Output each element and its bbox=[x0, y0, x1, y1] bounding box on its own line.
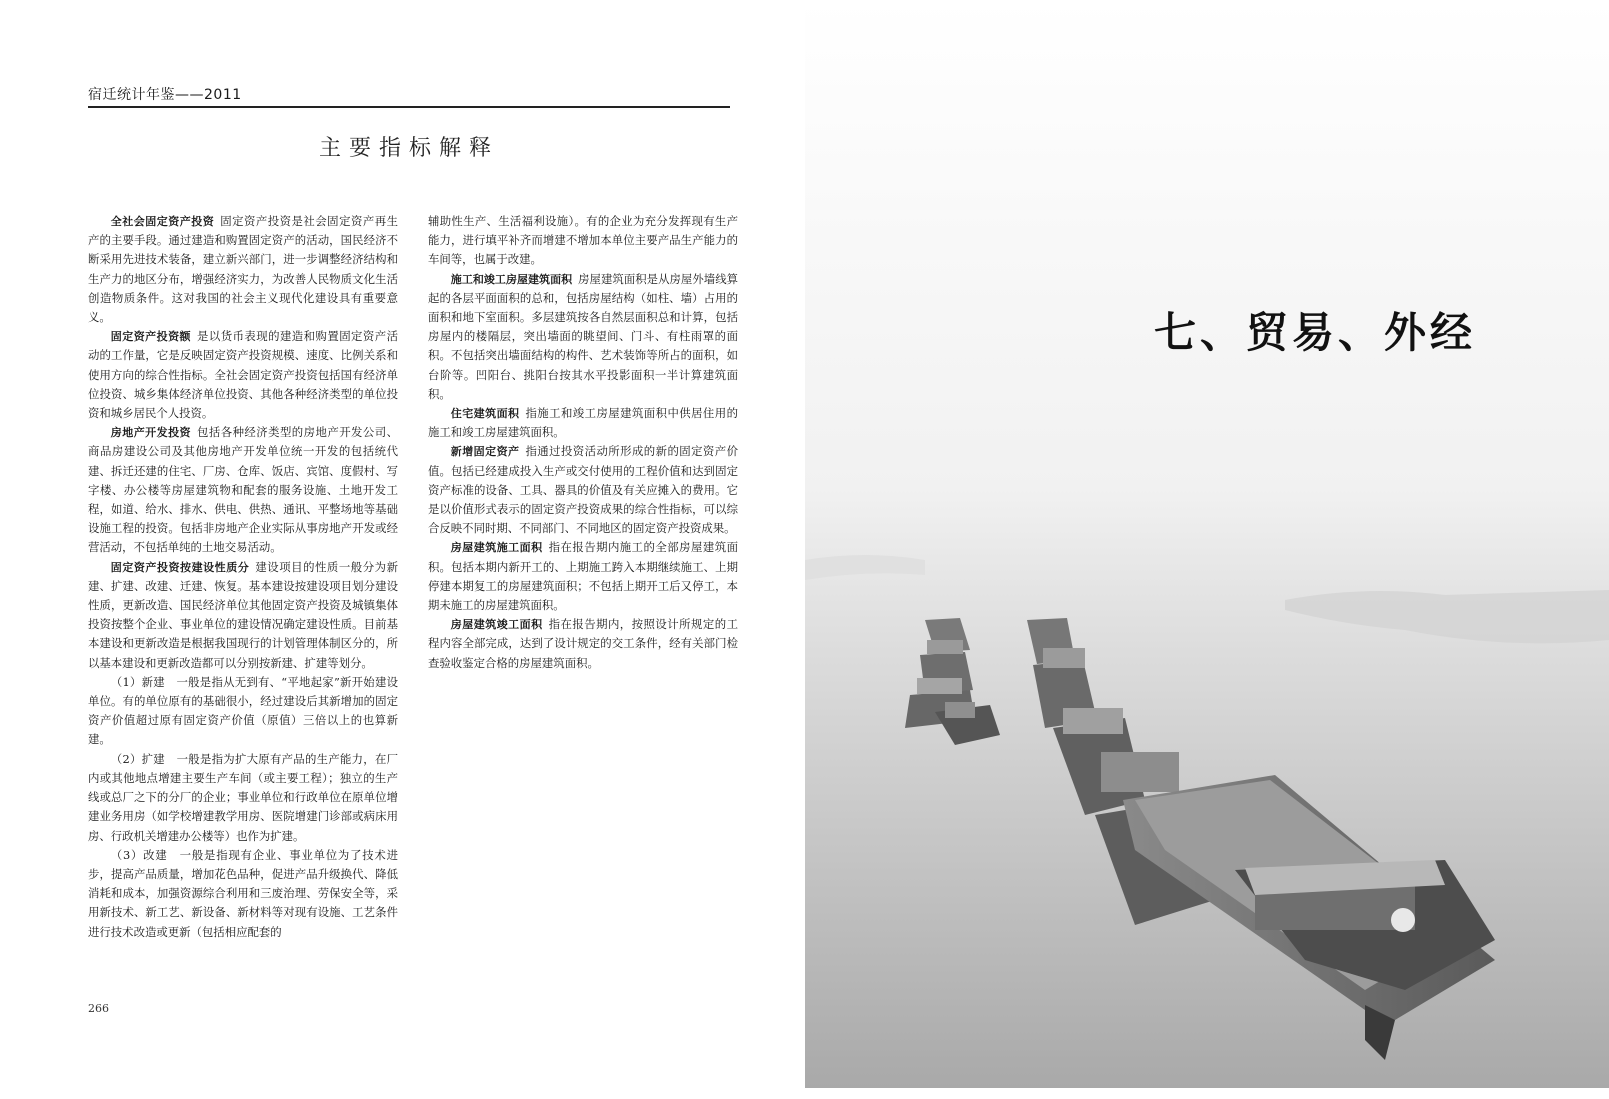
book-title: 宿迁统计年鉴——2011 bbox=[88, 87, 242, 103]
chapter-title: 七、贸易、外经 bbox=[1153, 308, 1476, 357]
barge-convoy-photo bbox=[805, 0, 1609, 1088]
left-column bbox=[88, 212, 398, 942]
book-header bbox=[88, 84, 730, 108]
definition-text: 辅助性生产、生活福利设施）。有的企业为充分发挥现有生产能力，进行填平补齐而增建不增加本单位主要产品生产能力的车间等，也属于改建。 bbox=[428, 214, 738, 267]
term-label: 施工和竣工房屋建筑面积 bbox=[450, 272, 573, 286]
definition-text: 指施工和竣工房屋建筑面积中供居住用的施工和竣工房屋建筑面积。 bbox=[428, 406, 738, 440]
paragraph bbox=[88, 750, 398, 846]
page-number: 266 bbox=[88, 1002, 109, 1015]
paragraph bbox=[428, 212, 738, 270]
definition-text: （2）扩建 一般是指为扩大原有产品的生产能力，在厂内或其他地点增建主要生产车间（或主要工程）；独立的生产线或总厂之下的分厂的企业；事业单位和行政单位在原单位增建业务用房（如学校增建教学用房、医院增建门诊部或病床用房、行政机关增建办公楼等）也作为扩建。 bbox=[88, 751, 398, 843]
definition-text: 建设项目的性质一般分为新建、扩建、改建、迁建、恢复。基本建设按建设项目划分建设性质，更新改造、国民经济单位其他固定资产投资及城镇集体投资按整个企业、事业单位的建设情况确定建设性质。目前基本建设和更新改造是根据我国现行的计划管理体制区分的，所以基本建设和更新改造都可以分别按新建、扩建等划分。 bbox=[88, 559, 398, 670]
term-label: 新增固定资产 bbox=[450, 445, 520, 459]
term-label: 房屋建筑施工面积 bbox=[450, 541, 543, 555]
term-label: 固定资产投资额 bbox=[110, 330, 192, 344]
paragraph bbox=[428, 538, 738, 615]
paragraph bbox=[88, 846, 398, 942]
paragraph bbox=[88, 423, 398, 557]
definition-text: 指在报告期内施工的全部房屋建筑面积。包括本期内新开工的、上期施工跨入本期继续施工、上期停建本期复工的房屋建筑面积；不包括上期开工后又停工，本期未施工的房屋建筑面积。 bbox=[428, 540, 738, 613]
term-label: 房屋建筑竣工面积 bbox=[450, 618, 543, 632]
river-barges-illustration bbox=[805, 0, 1609, 1088]
paragraph bbox=[428, 404, 738, 442]
right-column bbox=[428, 212, 738, 673]
definition-text: 包括各种经济类型的房地产开发公司、商品房建设公司及其他房地产开发单位统一开发的包括统代建、拆迁还建的住宅、厂房、仓库、饭店、宾馆、度假村、写字楼、办公楼等房屋建筑物和配套的服务设施、土地开发工程，如道、给水、排水、供电、供热、通讯、平整场地等基础设施工程的投资。包括非房地产企业实际从事房地产开发或经营活动，不包括单纯的土地交易活动。 bbox=[88, 425, 398, 555]
paragraph bbox=[88, 558, 398, 673]
definition-text: 固定资产投资是社会固定资产再生产的主要手段。通过建造和购置固定资产的活动，国民经济不断采用先进技术装备，建立新兴部门，进一步调整经济结构和生产力的地区分布，增强经济实力，为改善人民物质文化生活创造物质条件。这对我国的社会主义现代化建设具有重要意义。 bbox=[88, 214, 398, 325]
paragraph bbox=[428, 615, 738, 673]
term-label: 房地产开发投资 bbox=[110, 426, 192, 440]
paragraph bbox=[428, 442, 738, 538]
term-label: 住宅建筑面积 bbox=[450, 407, 520, 421]
paragraph bbox=[88, 673, 398, 750]
paragraph bbox=[88, 212, 398, 327]
definition-text: 房屋建筑面积是从房屋外墙线算起的各层平面面积的总和，包括房屋结构（如柱、墙）占用的面积和地下室面积。多层建筑按各自然层面积总和计算，包括房屋内的楼隔层，突出墙面的眺望间、门斗、有柱雨罩的面积。不包括突出墙面结构的构件、艺术装饰等所占的面积，如台阶等。凹阳台、挑阳台按其水平投影面积一半计算建筑面积。 bbox=[428, 271, 738, 401]
term-label: 固定资产投资按建设性质分 bbox=[110, 560, 250, 574]
definition-text: （1）新建 一般是指从无到有、“平地起家”新开始建设单位。有的单位原有的基础很小，经过建设后其新增加的固定资产价值超过原有固定资产价值（原值）三倍以上的也算新建。 bbox=[88, 674, 398, 747]
paragraph bbox=[428, 270, 738, 404]
term-label: 全社会固定资产投资 bbox=[110, 215, 215, 228]
section-title: 主要指标解释 bbox=[318, 136, 499, 161]
definition-text: （3）改建 一般是指现有企业、事业单位为了技术进步，提高产品质量，增加花色品种，促进产品升级换代、降低消耗和成本，加强资源综合利用和三废治理、劳保安全等，采用新技术、新工艺、新设备、新材料等对现有设施、工艺条件进行技术改造或更新（包括相应配套的 bbox=[88, 847, 398, 939]
definition-text: 指通过投资活动所形成的新的固定资产价值。包括已经建成投入生产或交付使用的工程价值和达到固定资产标准的设备、工具、器具的价值及有关应摊入的费用。它是以价值形式表示的固定资产投资成果的综合性指标，可以综合反映不同时期、不同部门、不同地区的固定资产投资成果。 bbox=[428, 444, 738, 536]
definition-text: 是以货币表现的建造和购置固定资产活动的工作量，它是反映固定资产投资规模、速度、比例关系和使用方向的综合性指标。全社会固定资产投资包括国有经济单位投资、城乡集体经济单位投资、其他各种经济类型的单位投资和城乡居民个人投资。 bbox=[88, 329, 398, 421]
definition-text: 指在报告期内，按照设计所规定的工程内容全部完成，达到了设计规定的交工条件，经有关部门检查验收鉴定合格的房屋建筑面积。 bbox=[428, 617, 738, 670]
paragraph bbox=[88, 327, 398, 423]
